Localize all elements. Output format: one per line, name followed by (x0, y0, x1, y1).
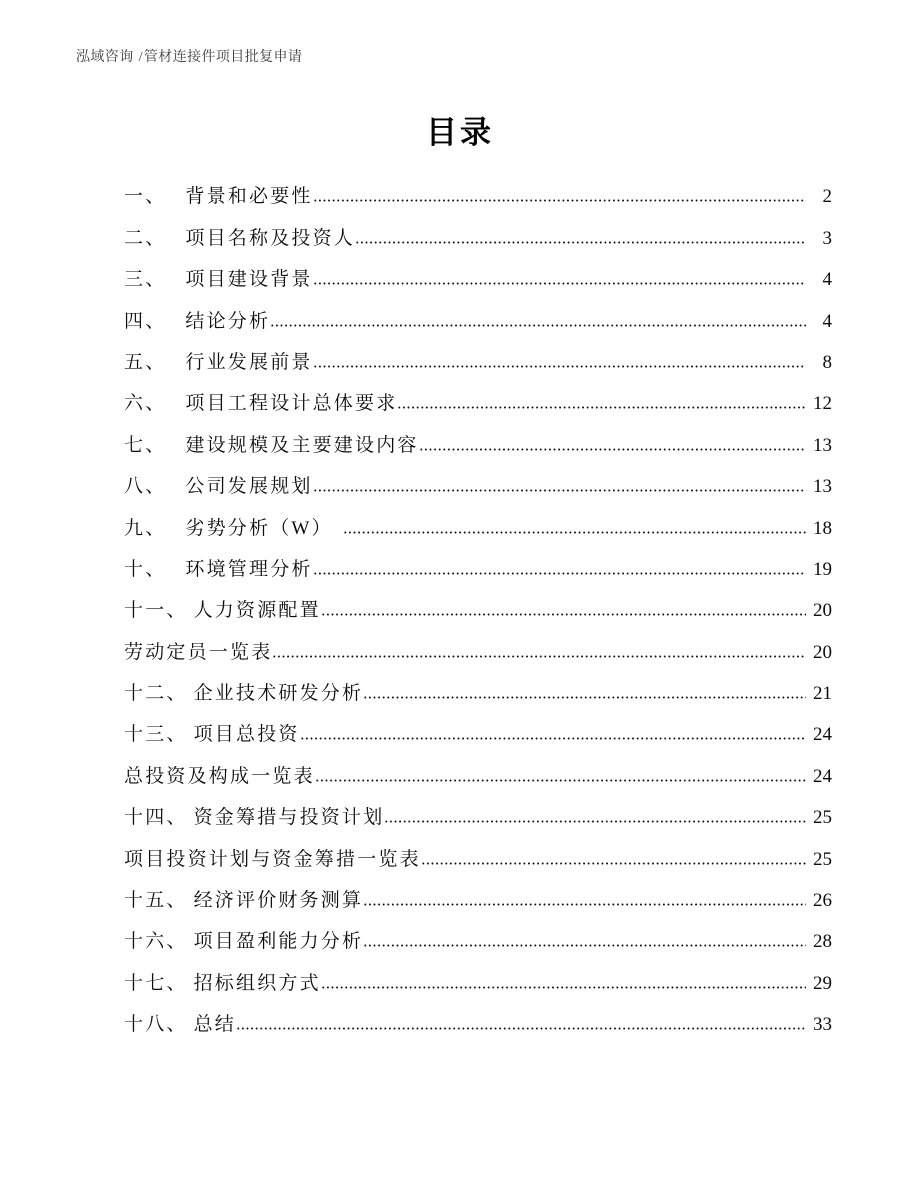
toc-entry-title: 项目名称及投资人 (185, 227, 356, 249)
toc-entry-title: 劳动定员一览表 (124, 641, 273, 663)
toc-entry[interactable] (124, 584, 832, 625)
toc-dot-leader (419, 444, 806, 457)
toc-dot-leader (313, 568, 806, 581)
toc-entry[interactable] (124, 749, 832, 790)
toc-entry-label (124, 804, 384, 832)
toc-entry-page-number: 24 (813, 765, 832, 787)
toc-entry-label (124, 349, 313, 377)
toc-entry-label (124, 556, 313, 584)
toc-dot-leader (397, 402, 806, 415)
toc-dot-leader (321, 609, 806, 622)
toc-entry-label (124, 432, 419, 460)
document-running-header (76, 48, 844, 68)
toc-entry-page-number: 13 (813, 434, 832, 456)
toc-entry-label (124, 887, 363, 915)
toc-entry-number: 十八、 (124, 1014, 188, 1036)
toc-entry-number: 四、 (124, 310, 167, 332)
toc-entry-page-number: 21 (813, 683, 832, 705)
toc-entry[interactable] (124, 170, 832, 211)
toc-entry-title: 行业发展前景 (185, 351, 313, 373)
toc-entry[interactable] (124, 294, 832, 335)
toc-entry[interactable] (124, 418, 832, 459)
toc-entry-page-number: 25 (813, 848, 832, 870)
toc-entry[interactable] (124, 377, 832, 418)
toc-entry-title: 结论分析 (185, 310, 271, 332)
toc-entry[interactable] (124, 460, 832, 501)
toc-entry-page-number: 25 (813, 807, 832, 829)
toc-entry-page-number: 29 (813, 972, 832, 994)
toc-entry[interactable] (124, 832, 832, 873)
toc-entry-page-number: 13 (813, 476, 832, 498)
toc-entry-title: 招标组织方式 (193, 972, 321, 994)
toc-entry-number: 十五、 (124, 890, 188, 912)
toc-entry-page-number: 20 (813, 641, 832, 663)
toc-entry-page-number: 19 (813, 558, 832, 580)
toc-entry-label (124, 680, 363, 708)
toc-dot-leader (363, 940, 806, 953)
toc-entry-page-number: 3 (822, 227, 832, 249)
toc-entry[interactable] (124, 874, 832, 915)
toc-entry-number: 一、 (124, 186, 167, 208)
toc-entry-label (124, 225, 355, 253)
toc-entry-title: 背景和必要性 (185, 186, 313, 208)
toc-entry-number: 五、 (124, 351, 167, 373)
toc-entry-label (124, 515, 333, 543)
toc-dot-leader (313, 278, 806, 291)
toc-entry-number: 三、 (124, 269, 167, 291)
toc-entry-number: 十二、 (124, 683, 188, 705)
toc-entry-number: 十六、 (124, 931, 188, 953)
header-company-name: 泓域咨询 (76, 50, 134, 65)
toc-entry[interactable] (124, 956, 832, 997)
toc-dot-leader (236, 1023, 806, 1036)
toc-dot-leader (355, 237, 806, 250)
toc-dot-leader (384, 816, 806, 829)
toc-dot-leader (363, 692, 806, 705)
page-title: 目录 (426, 115, 494, 150)
toc-entry[interactable] (124, 253, 832, 294)
toc-entry[interactable] (124, 791, 832, 832)
toc-entry-number: 七、 (124, 434, 167, 456)
toc-entry-label (124, 183, 313, 211)
toc-dot-leader (270, 320, 806, 333)
toc-entry-page-number: 4 (822, 269, 832, 291)
toc-dot-leader (300, 733, 806, 746)
toc-entry[interactable] (124, 543, 832, 584)
toc-entry-label (124, 390, 397, 418)
toc-entry-page-number: 8 (822, 351, 832, 373)
toc-entry[interactable] (124, 625, 832, 666)
toc-entry-page-number: 18 (813, 517, 832, 539)
toc-dot-leader (363, 899, 806, 912)
toc-entry-page-number: 4 (822, 310, 832, 332)
toc-entry[interactable] (124, 211, 832, 252)
toc-entry-page-number: 33 (813, 1014, 832, 1036)
toc-entry-number: 六、 (124, 393, 167, 415)
toc-entry-title: 劣势分析（W） (185, 517, 333, 539)
toc-entry[interactable] (124, 667, 832, 708)
toc-dot-leader (272, 651, 806, 664)
toc-dot-leader (343, 527, 806, 540)
toc-entry-label (124, 1011, 236, 1039)
toc-entry-number: 十四、 (124, 807, 188, 829)
table-of-contents (124, 170, 832, 1039)
toc-entry-title: 总投资及构成一览表 (124, 765, 315, 787)
toc-entry[interactable] (124, 336, 832, 377)
toc-entry[interactable] (124, 501, 832, 542)
header-separator: / (138, 50, 143, 65)
toc-dot-leader (313, 485, 806, 498)
toc-entry-number: 十一、 (124, 600, 188, 622)
toc-entry-page-number: 20 (813, 600, 832, 622)
toc-entry-label (124, 928, 363, 956)
toc-entry-label (124, 266, 313, 294)
toc-entry-title: 企业技术研发分析 (193, 683, 364, 705)
toc-entry-label (124, 308, 270, 336)
toc-entry[interactable] (124, 998, 832, 1039)
toc-entry-number: 九、 (124, 517, 167, 539)
toc-dot-leader (313, 361, 806, 374)
toc-entry-page-number: 28 (813, 931, 832, 953)
toc-entry-title: 项目工程设计总体要求 (185, 393, 398, 415)
toc-entry-number: 二、 (124, 227, 167, 249)
toc-entry-number: 八、 (124, 476, 167, 498)
toc-entry-page-number: 24 (813, 724, 832, 746)
toc-entry-label (124, 721, 300, 749)
toc-entry-title: 总结 (193, 1014, 237, 1036)
toc-entry-number: 十七、 (124, 972, 188, 994)
toc-dot-leader (315, 775, 806, 788)
toc-entry-page-number: 2 (822, 186, 832, 208)
toc-entry-label (124, 846, 421, 874)
toc-entry-title: 项目建设背景 (185, 269, 313, 291)
toc-entry-title: 项目总投资 (193, 724, 300, 746)
toc-entry-title: 项目投资计划与资金筹措一览表 (124, 848, 421, 870)
toc-entry-label (124, 597, 321, 625)
toc-dot-leader (321, 982, 806, 995)
toc-entry-label (124, 639, 272, 667)
toc-entry-number: 十三、 (124, 724, 188, 746)
toc-entry-label (124, 763, 315, 791)
header-document-title: 管材连接件项目批复申请 (143, 50, 303, 65)
toc-entry-page-number: 12 (813, 393, 832, 415)
toc-entry-title: 环境管理分析 (185, 558, 313, 580)
toc-entry[interactable] (124, 915, 832, 956)
toc-entry-title: 项目盈利能力分析 (193, 931, 364, 953)
toc-entry-title: 经济评价财务测算 (193, 890, 364, 912)
toc-entry-title: 公司发展规划 (185, 476, 313, 498)
toc-entry-label (124, 970, 321, 998)
toc-entry[interactable] (124, 708, 832, 749)
toc-dot-leader (313, 195, 806, 208)
toc-entry-label (124, 473, 313, 501)
toc-entry-title: 人力资源配置 (193, 600, 321, 622)
toc-entry-title: 资金筹措与投资计划 (193, 807, 385, 829)
toc-entry-page-number: 26 (813, 890, 832, 912)
toc-entry-title: 建设规模及主要建设内容 (185, 434, 419, 456)
toc-dot-leader (421, 858, 806, 871)
toc-entry-number: 十、 (124, 558, 167, 580)
